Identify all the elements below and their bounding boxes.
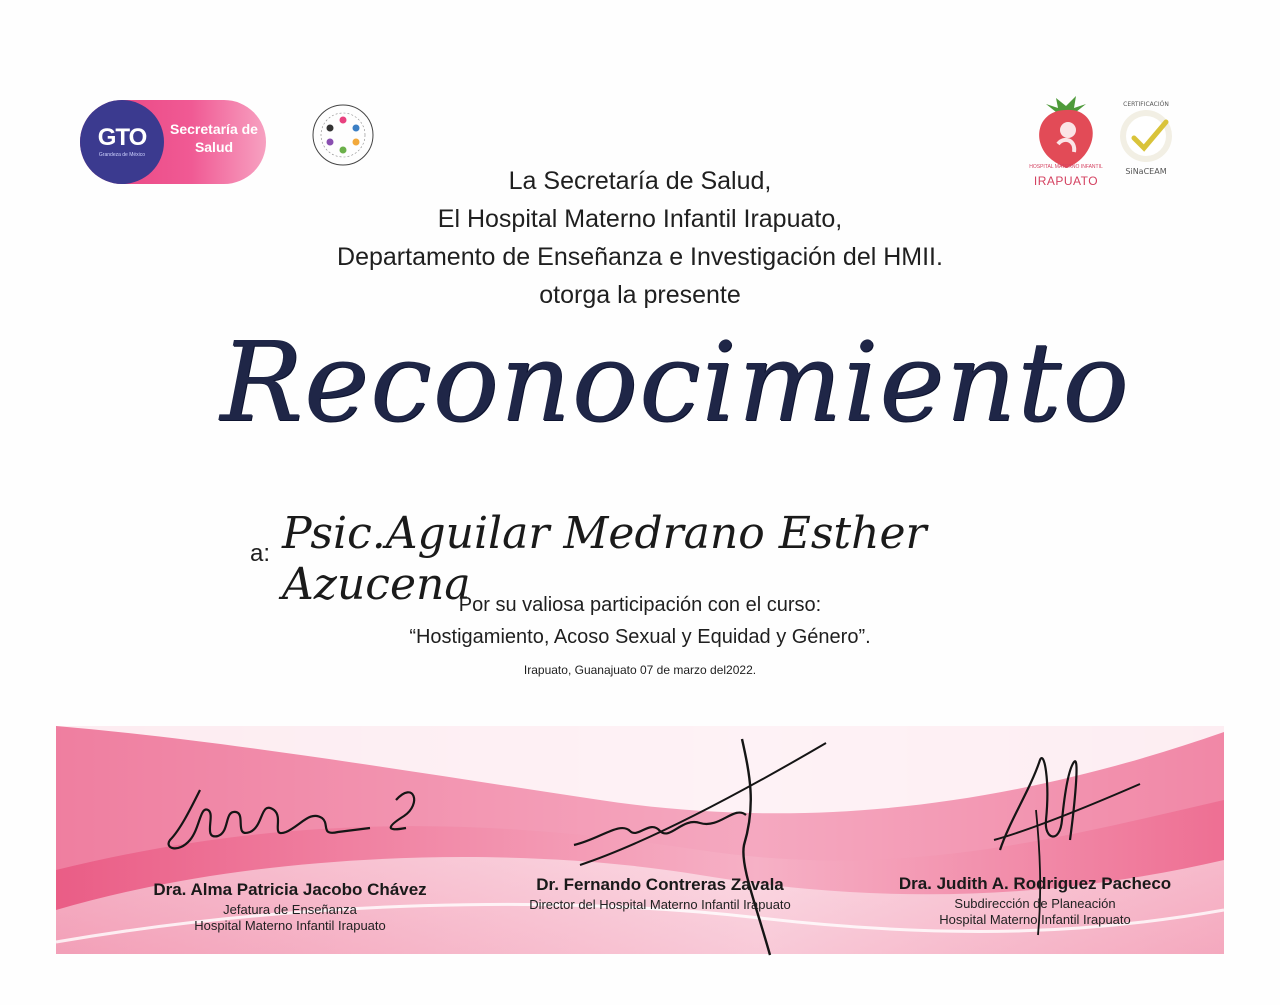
course-title: “Hostigamiento, Acoso Sexual y Equidad y Género”. (409, 626, 871, 648)
signature-contreras (560, 735, 830, 960)
certificate-title: Reconocimiento (220, 318, 1130, 446)
svg-text:CERTIFICACIÓN: CERTIFICACIÓN (1123, 101, 1169, 108)
hospital-logo-line2: IRAPUATO (1033, 174, 1099, 188)
signatory-3-institution: Hospital Materno Infantil Irapuato (939, 912, 1131, 927)
signatory-2-role: Director del Hospital Materno Infantil Irapuato (529, 897, 791, 912)
sinacean-certification-seal-icon (1112, 96, 1182, 180)
hospital-logo-line1: HOSPITAL MATERNO INFANTIL (1029, 164, 1103, 170)
signatory-2-name: Dr. Fernando Contreras Zavala (536, 875, 784, 894)
gto-brand-text: GTO (97, 124, 147, 151)
header-line-2: El Hospital Materno Infantil Irapuato, (437, 205, 843, 233)
header-line-3: Departamento de Enseñanza e Investigación del HMII. (337, 243, 943, 271)
signatory-1-institution: Hospital Materno Infantil Irapuato (194, 918, 386, 933)
recipient-prefix: a: (250, 540, 271, 567)
signatory-3-role: Subdirección de Planeación (954, 896, 1116, 911)
secretaria-salud-label: Secretaría de Salud (170, 121, 258, 155)
header-line-4: otorga la presente (539, 281, 741, 309)
header-line-1: La Secretaría de Salud, (508, 167, 772, 195)
participation-text: Por su valiosa participación con el curso: (458, 594, 822, 616)
signatory-1-name: Dra. Alma Patricia Jacobo Chávez (153, 880, 427, 899)
inclusion-ring-seal-icon (304, 102, 382, 168)
signatory-3-name: Dra. Judith A. Rodriguez Pacheco (898, 874, 1172, 893)
place-date: Irapuato, Guanajuato 07 de marzo del2022. (523, 663, 757, 677)
signature-jacobo (160, 770, 430, 870)
svg-text:SiNaCEAM: SiNaCEAM (1125, 167, 1167, 176)
recipient-name: Psic.Aguilar Medrano Esther Azucena (282, 508, 927, 610)
gto-tagline: Grandeza de México (98, 152, 146, 158)
signatory-1-role: Jefatura de Enseñanza (223, 902, 357, 917)
